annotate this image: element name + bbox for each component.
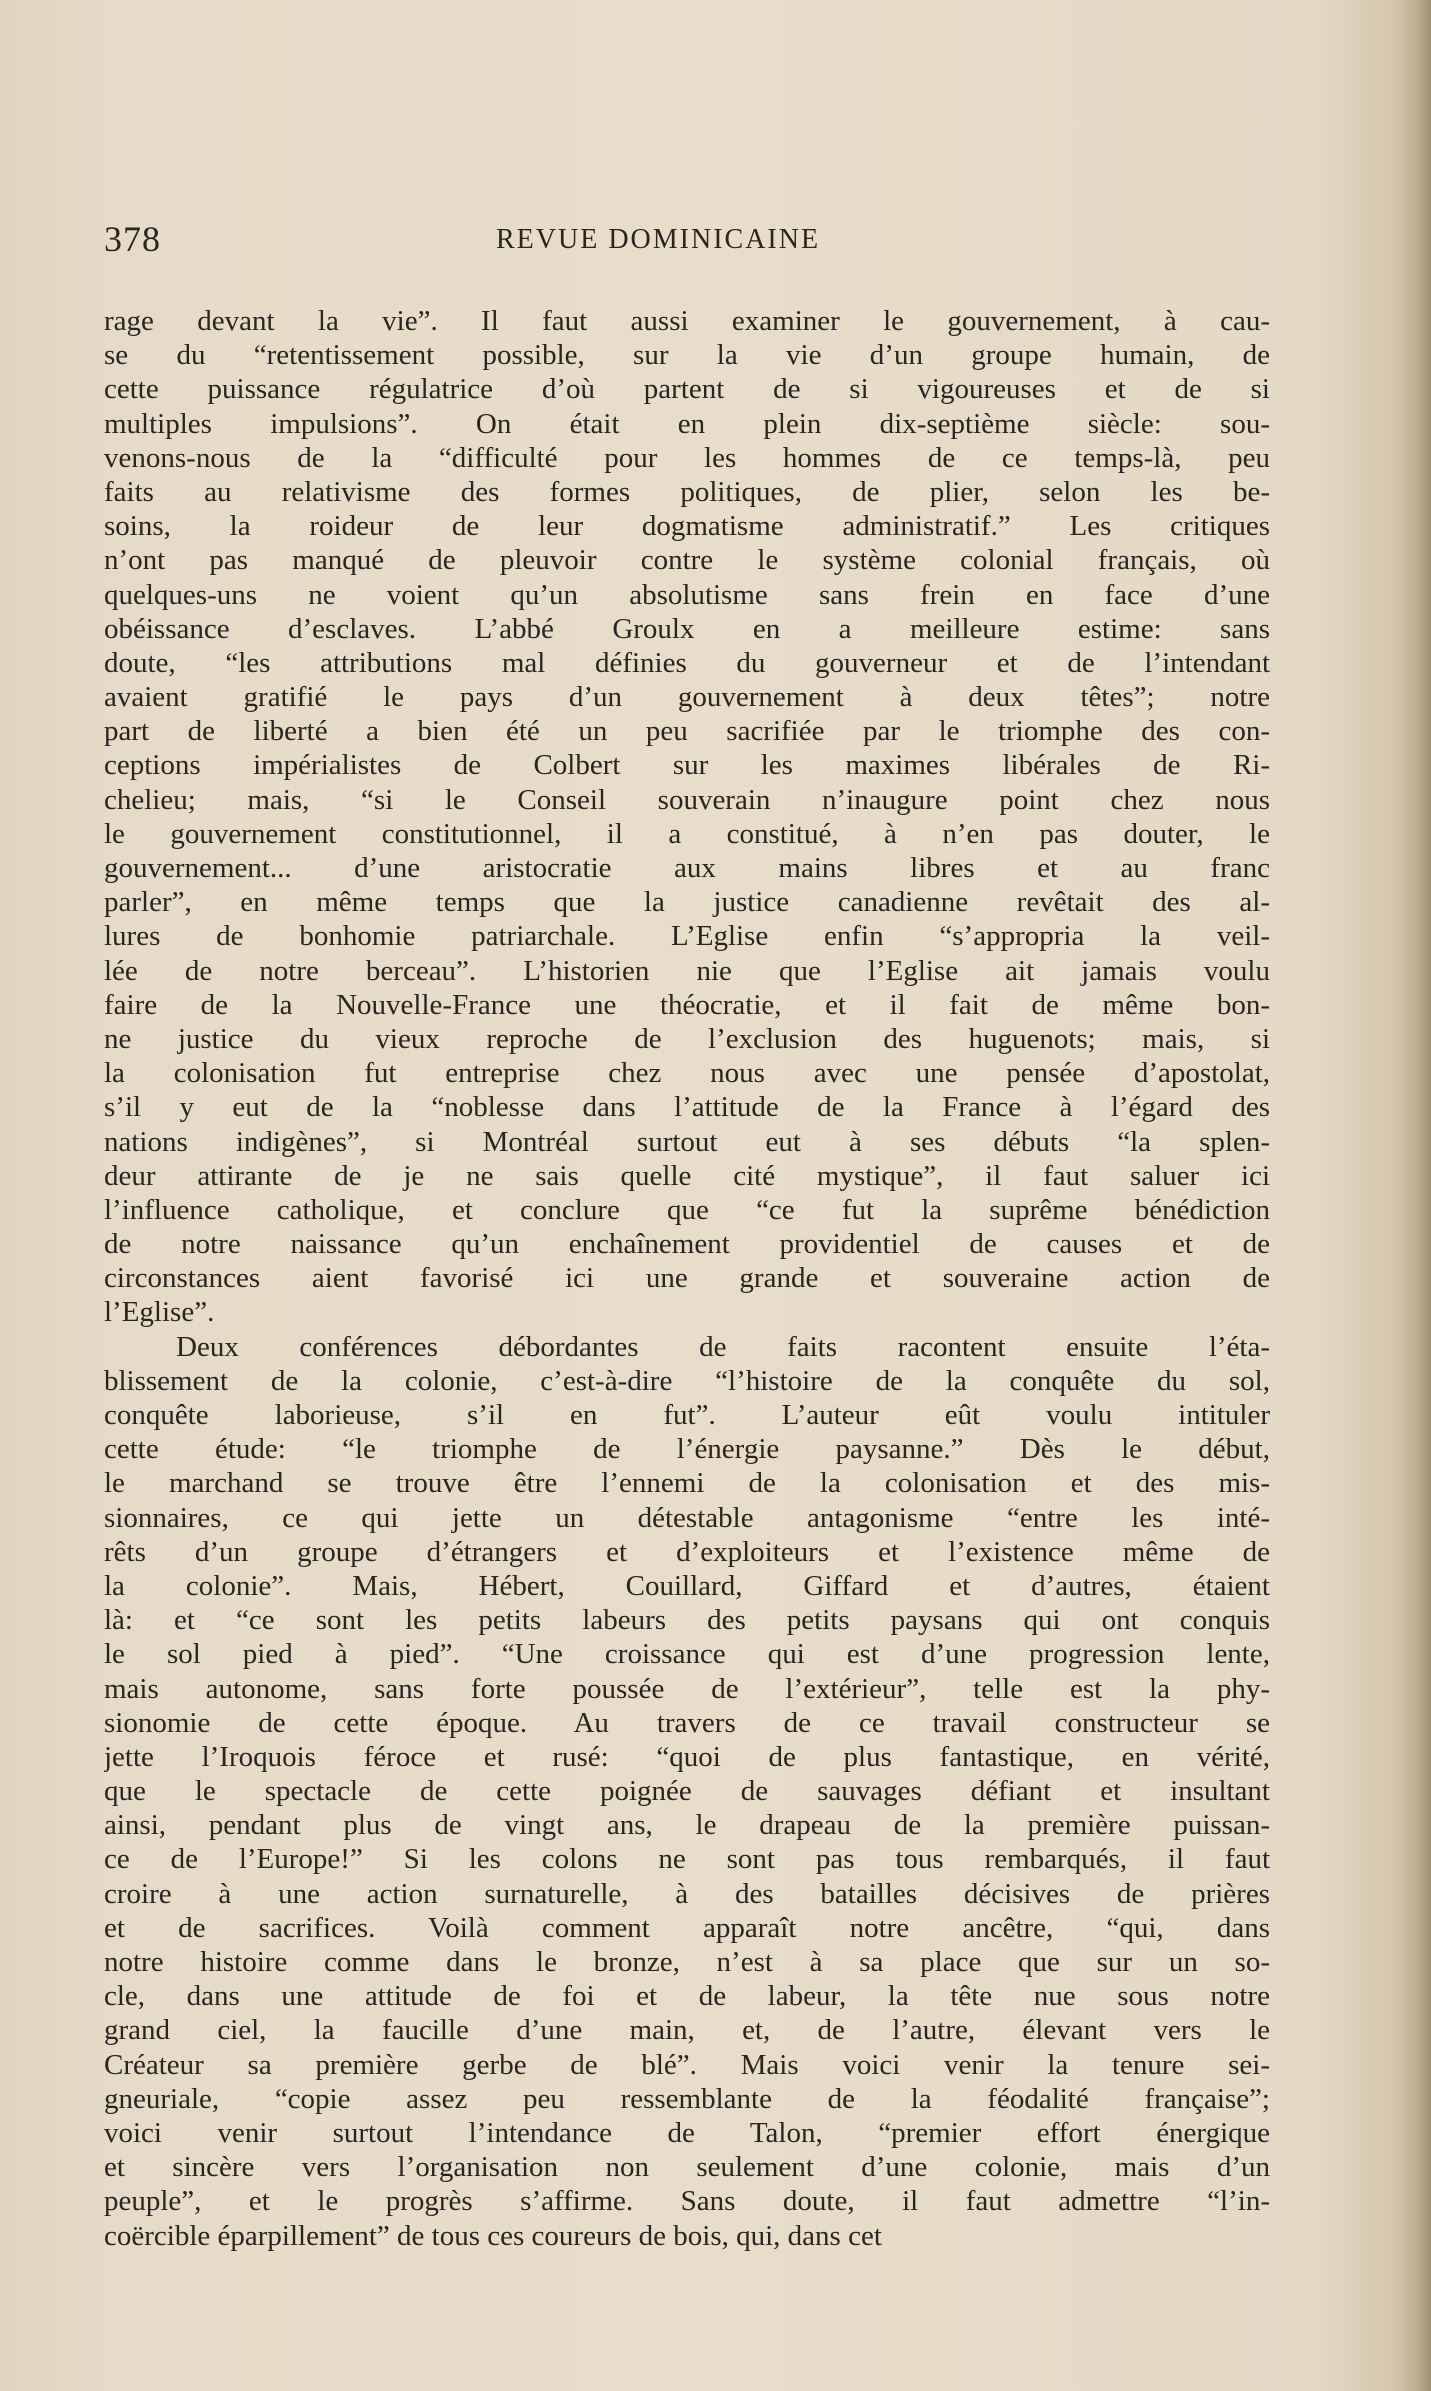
text-line: jette l’Iroquois féroce et rusé: “quoi de plus fantastique, en vérité,	[104, 1740, 1270, 1773]
text-line: voici venir surtout l’intendance de Talon, “premier effort énergique	[104, 2116, 1270, 2149]
text-line: conquête laborieuse, s’il en fut”. L’auteur eût voulu intituler	[104, 1399, 1270, 1431]
text-line: sionnaires, ce qui jette un détestable antagonisme “entre les inté-	[104, 1501, 1270, 1534]
text-line: Créateur sa première gerbe de blé”. Mais voici venir la tenure sei-	[104, 2048, 1270, 2081]
text-line: quelques-uns ne voient qu’un absolutisme sans frein en face d’une	[104, 578, 1270, 611]
paragraph	[104, 1330, 1270, 2253]
text-line: obéissance d’esclaves. L’abbé Groulx en a meilleure estime: sans	[104, 612, 1270, 645]
text-line: lures de bonhomie patriarchale. L’Eglise enfin “s’appropria la veil-	[104, 920, 1270, 953]
text-line: gneuriale, “copie assez peu ressemblante de la féodalité française”;	[104, 2082, 1270, 2115]
text-line: s’il y eut de la “noblesse dans l’attitude de la France à l’égard des	[104, 1091, 1270, 1124]
text-line: lée de notre berceau”. L’historien nie que l’Eglise ait jamais voulu	[104, 954, 1270, 987]
text-line: sionomie de cette époque. Au travers de ce travail constructeur se	[104, 1706, 1270, 1739]
text-line: faits au relativisme des formes politiques, de plier, selon les be-	[104, 475, 1270, 508]
text-line: notre histoire comme dans le bronze, n’est à sa place que sur un so-	[104, 1946, 1270, 1978]
text-line: cette puissance régulatrice d’où partent de si vigoureuses et de si	[104, 373, 1270, 406]
text-line: doute, “les attributions mal définies du gouverneur et de l’intendant	[104, 646, 1270, 679]
text-line: ne justice du vieux reproche de l’exclusion des huguenots; mais, si	[104, 1022, 1270, 1055]
text-line: là: et “ce sont les petits labeurs des petits paysans qui ont conquis	[104, 1604, 1270, 1637]
text-line: l’Eglise”.	[104, 1296, 215, 1329]
page-edge-shadow	[1397, 0, 1431, 2391]
text-line: n’ont pas manqué de pleuvoir contre le système colonial français, où	[104, 544, 1270, 577]
text-line: et de sacrifices. Voilà comment apparaît notre ancêtre, “qui, dans	[104, 1911, 1270, 1944]
text-line: ce de l’Europe!” Si les colons ne sont pas tous rembarqués, il faut	[104, 1843, 1270, 1876]
paragraph	[104, 304, 1270, 1330]
text-line: que le spectacle de cette poignée de sauvages défiant et insultant	[104, 1775, 1270, 1808]
text-line: parler”, en même temps que la justice canadienne revêtait des al-	[104, 886, 1270, 919]
text-line: ceptions impérialistes de Colbert sur les maximes libérales de Ri-	[104, 749, 1270, 782]
text-line: deur attirante de je ne sais quelle cité mystique”, il faut saluer ici	[104, 1159, 1270, 1192]
text-line: grand ciel, la faucille d’une main, et, de l’autre, élevant vers le	[104, 2014, 1270, 2047]
text-line: soins, la roideur de leur dogmatisme administratif.” Les critiques	[104, 510, 1270, 543]
body-text	[104, 304, 1270, 2253]
text-line: cette étude: “le triomphe de l’énergie paysanne.” Dès le début,	[104, 1433, 1270, 1466]
text-line: venons-nous de la “difficulté pour les hommes de ce temps-là, peu	[104, 441, 1270, 474]
text-line: multiples impulsions”. On était en plein dix-septième siècle: sou-	[104, 407, 1270, 440]
text-line: part de liberté a bien été un peu sacrifiée par le triomphe des con-	[104, 715, 1270, 748]
text-line: rage devant la vie”. Il faut aussi examiner le gouvernement, à cau-	[104, 305, 1270, 337]
text-line: circonstances aient favorisé ici une grande et souveraine action de	[104, 1262, 1270, 1295]
text-line: cle, dans une attitude de foi et de labeur, la tête nue sous notre	[104, 1980, 1270, 2013]
text-line: avaient gratifié le pays d’un gouvernement à deux têtes”; notre	[104, 681, 1270, 714]
text-line: se du “retentissement possible, sur la vie d’un groupe humain, de	[104, 339, 1270, 372]
text-line: croire à une action surnaturelle, à des batailles décisives de prières	[104, 1877, 1270, 1910]
text-line: mais autonome, sans forte poussée de l’extérieur”, telle est la phy-	[104, 1672, 1270, 1705]
text-line: le gouvernement constitutionnel, il a constitué, à n’en pas douter, le	[104, 817, 1270, 850]
text-line: nations indigènes”, si Montréal surtout eut à ses débuts “la splen-	[104, 1125, 1270, 1158]
text-line: gouvernement... d’une aristocratie aux mains libres et au franc	[104, 852, 1270, 884]
text-line: blissement de la colonie, c’est-à-dire “l’histoire de la conquête du sol,	[104, 1364, 1270, 1397]
text-line: le marchand se trouve être l’ennemi de la colonisation et des mis-	[104, 1467, 1270, 1500]
text-line: de notre naissance qu’un enchaînement providentiel de causes et de	[104, 1228, 1270, 1261]
text-line: le sol pied à pied”. “Une croissance qui est d’une progression lente,	[104, 1638, 1270, 1671]
page-header	[104, 218, 1274, 268]
text-line: coërcible éparpillement” de tous ces coureurs de bois, qui, dans cet	[104, 2219, 882, 2252]
text-line: chelieu; mais, “si le Conseil souverain n’inaugure point chez nous	[104, 783, 1270, 816]
page-number: 378	[104, 219, 161, 259]
text-line: Deux conférences débordantes de faits racontent ensuite l’éta-	[176, 1330, 1270, 1363]
text-line: la colonie”. Mais, Hébert, Couillard, Giffard et d’autres, étaient	[104, 1569, 1270, 1602]
text-line: faire de la Nouvelle-France une théocratie, et il fait de même bon-	[104, 988, 1270, 1021]
text-line: et sincère vers l’organisation non seulement d’une colonie, mais d’un	[104, 2151, 1270, 2184]
text-line: la colonisation fut entreprise chez nous avec une pensée d’apostolat,	[104, 1057, 1270, 1090]
text-line: ainsi, pendant plus de vingt ans, le drapeau de la première puissan-	[104, 1809, 1270, 1842]
text-line: l’influence catholique, et conclure que “ce fut la suprême bénédiction	[104, 1193, 1270, 1226]
text-line: rêts d’un groupe d’étrangers et d’exploiteurs et l’existence même de	[104, 1535, 1270, 1568]
running-head: REVUE DOMINICAINE	[496, 224, 821, 255]
text-line: peuple”, et le progrès s’affirme. Sans doute, il faut admettre “l’in-	[104, 2185, 1270, 2218]
